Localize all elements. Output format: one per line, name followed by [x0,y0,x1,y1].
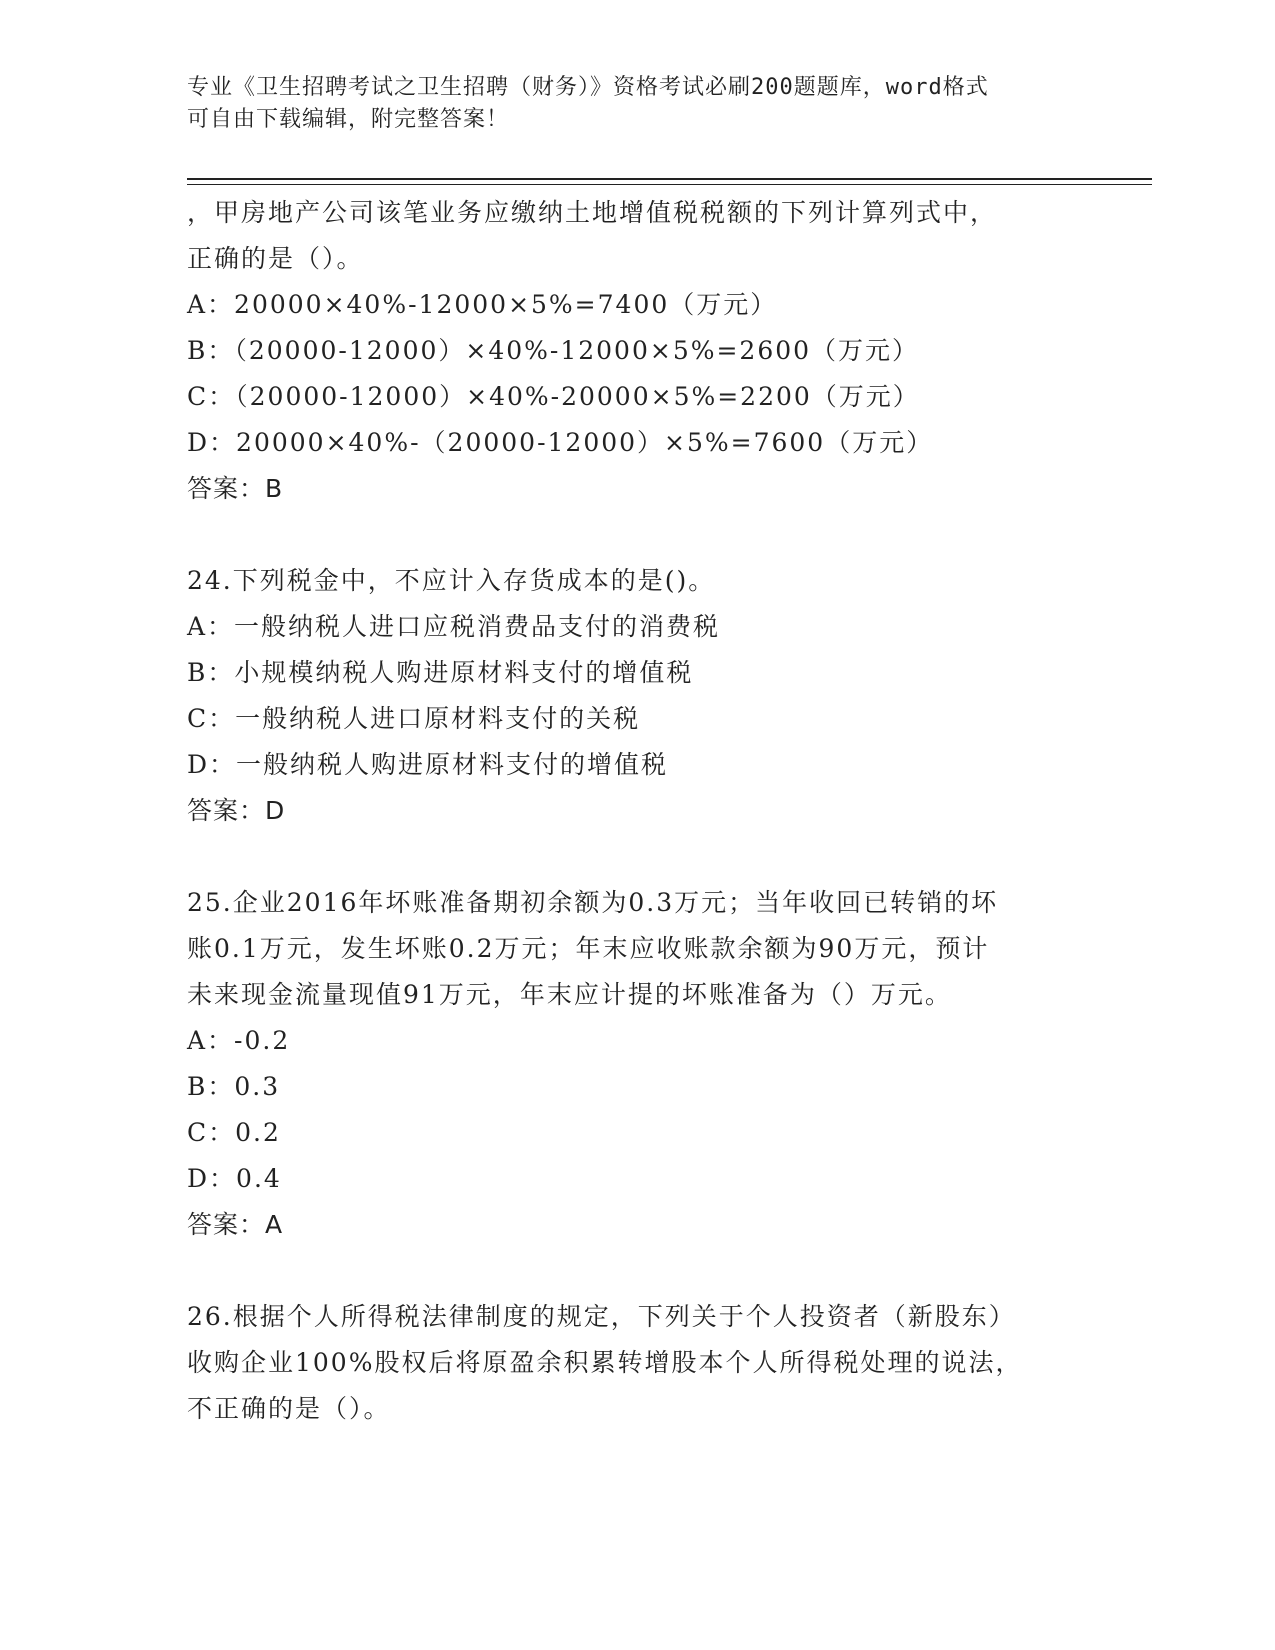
answer-line: 答案：B [187,474,284,503]
option-c: C：0.2 [187,1118,281,1147]
header-divider-thick [187,178,1152,180]
option-b: B：（20000-12000）×40%-12000×5%=2600（万元） [187,336,920,365]
header-line-2: 可自由下载编辑，附完整答案！ [187,107,510,132]
question-stem-line: 未来现金流量现值91万元，年末应计提的坏账准备为（）万元。 [187,980,952,1009]
option-b: B：0.3 [187,1072,281,1101]
header-divider-thin [187,184,1152,185]
option-a: A：-0.2 [187,1026,291,1055]
question-stem-line: 25.企业2016年坏账准备期初余额为0.3万元；当年收回已转销的坏 [187,888,999,917]
option-a: A：20000×40%-12000×5%=7400（万元） [187,290,778,319]
question-stem-line: 26.根据个人所得税法律制度的规定，下列关于个人投资者（新股东） [187,1302,1016,1331]
header-line-1: 专业《卫生招聘考试之卫生招聘（财务）》资格考试必刷200题题库，word格式 [187,75,989,100]
option-c: C：一般纳税人进口原材料支付的关税 [187,704,641,733]
question-stem-line: 正确的是（）。 [187,244,364,273]
spacer [187,834,1107,880]
option-b: B：小规模纳税人购进原材料支付的增值税 [187,658,694,687]
question-block [187,558,1107,834]
document-header [187,72,1087,136]
option-d: D：0.4 [187,1164,282,1193]
option-d: D：20000×40%-（20000-12000）×5%=7600（万元） [187,428,934,457]
option-a: A：一般纳税人进口应税消费品支付的消费税 [187,612,721,641]
question-stem-line: 账0.1万元，发生坏账0.2万元；年末应收账款余额为90万元，预计 [187,934,990,963]
question-block [187,880,1107,1248]
answer-line: 答案：D [187,796,286,825]
answer-line: 答案：A [187,1210,284,1239]
spacer [187,1248,1107,1294]
question-stem-line: 收购企业100%股权后将原盈余积累转增股本个人所得税处理的说法， [187,1348,1023,1377]
spacer [187,512,1107,558]
question-stem-line: ，甲房地产公司该笔业务应缴纳土地增值税税额的下列计算列式中， [187,198,998,227]
question-stem-line: 不正确的是（）。 [187,1394,391,1423]
option-d: D：一般纳税人购进原材料支付的增值税 [187,750,669,779]
question-block [187,1294,1107,1432]
question-list [187,190,1107,1432]
option-c: C：（20000-12000）×40%-20000×5%=2200（万元） [187,382,920,411]
question-block [187,190,1107,512]
question-stem-line: 24.下列税金中，不应计入存货成本的是()。 [187,566,716,595]
